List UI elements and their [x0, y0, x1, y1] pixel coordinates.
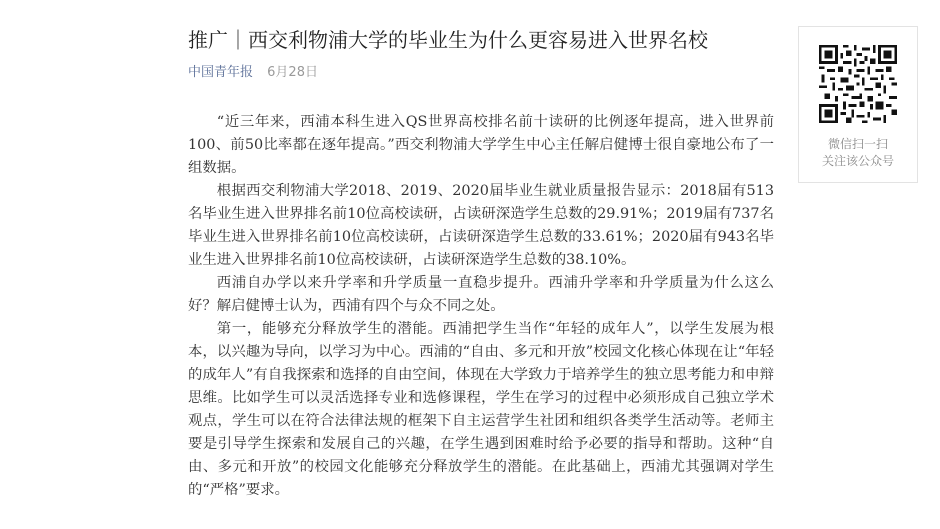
article-title: 推广｜西交利物浦大学的毕业生为什么更容易进入世界名校: [188, 28, 708, 52]
paragraph: 根据西交利物浦大学2018、2019、2020届毕业生就业质量报告显示：2018届有513名毕业生进入世界排名前10位高校读研，占读研深造学生总数的29.91%；2019届有737名毕业生进入世界排名前10位高校读研，占读研深造学生总数的33.61%；2020届有943名毕业生进入世界排名前10位高校读研，占读研深造学生总数的38.10%。: [188, 183, 774, 268]
article-meta: [188, 64, 318, 82]
article-content: [188, 111, 774, 502]
qr-caption-scan: 微信扫一扫: [827, 137, 888, 151]
qr-caption-follow: 关注该公众号: [821, 154, 894, 168]
paragraph: 第一，能够充分释放学生的潜能。西浦把学生当作“年轻的成年人”，以学生发展为根本，以兴趣为导向，以学习为中心。西浦的“自由、多元和开放”校园文化核心体现在让“年轻的成年人”有自我探索和选择的自由空间，体现在大学致力于培养学生的独立思考能力和申辩思维。比如学生可以灵活选择专业和选修课程，学生在学习的过程中必须形成自己独立学术观点，学生可以在符合法律法规的框架下自主运营学生社团和组织各类学生活动等。老师主要是引导学生探索和发展自己的兴趣，在学生遇到困难时给予必要的指导和帮助。这种“自由、多元和开放”的校园文化能够充分释放学生的潜能。在此基础上，西浦尤其强调对学生的“严格”要求。: [188, 321, 774, 498]
qr-follow-panel: [798, 26, 918, 183]
qr-code-icon: [819, 45, 897, 123]
publish-date: 6月28日: [267, 65, 318, 80]
account-name-link[interactable]: 中国青年报: [188, 65, 254, 80]
paragraph: 西浦自办学以来升学率和升学质量一直稳步提升。西浦升学率和升学质量为什么这么好？解启健博士认为，西浦有四个与众不同之处。: [188, 275, 774, 314]
paragraph: “近三年来，西浦本科生进入QS世界高校排名前十读研的比例逐年提高，进入世界前100、前50比率都在逐年提高。”西交利物浦大学学生中心主任解启健博士很自豪地公布了一组数据。: [188, 114, 774, 176]
